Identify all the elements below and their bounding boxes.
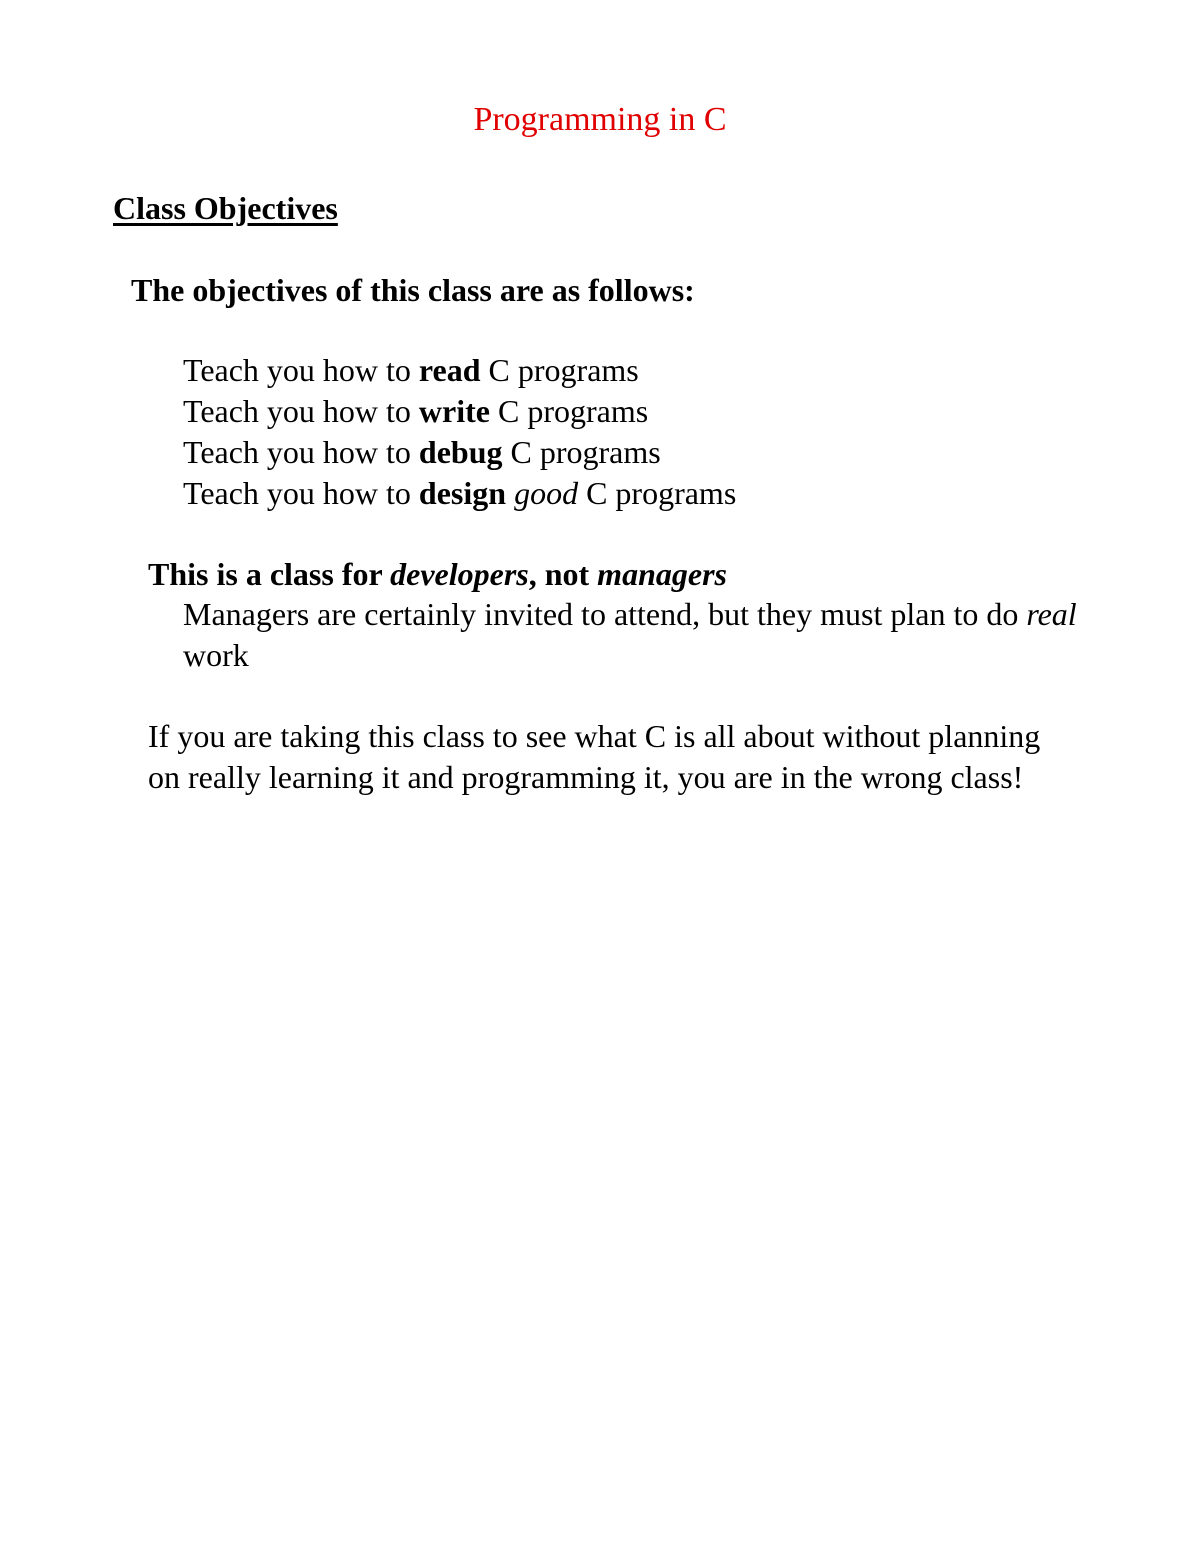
objective-text: Teach you how to — [183, 434, 419, 470]
objective-keyword: design — [418, 475, 507, 511]
document-title: Programming in C — [473, 101, 727, 138]
objective-keyword: debug — [418, 434, 503, 470]
objective-item — [183, 391, 736, 432]
objective-text: C programs — [480, 352, 639, 388]
objectives-list — [183, 350, 736, 514]
objective-keyword: write — [418, 393, 490, 429]
section-heading: Class Objectives — [113, 190, 338, 226]
audience-statement — [148, 554, 727, 594]
audience-text: , not — [528, 556, 598, 592]
warning-paragraph: If you are taking this class to see what C is all about without planning on really learning it and programming it, you are in the wrong class! — [148, 718, 1041, 795]
objective-text: Teach you how to — [183, 475, 419, 511]
objective-keyword: read — [418, 352, 481, 388]
objective-emphasis: good — [514, 475, 579, 511]
objective-text: Teach you how to — [183, 393, 419, 429]
objective-text: Teach you how to — [183, 352, 419, 388]
objective-item — [183, 350, 736, 391]
objective-text: C programs — [489, 393, 649, 429]
managers-note — [183, 594, 1083, 676]
managers-note-emphasis: real — [1026, 596, 1077, 632]
audience-emphasis: managers — [597, 556, 727, 592]
managers-note-text: work — [183, 637, 249, 673]
audience-text: This is a class for — [148, 556, 391, 592]
objective-text: C programs — [502, 434, 661, 470]
objective-text: C programs — [578, 475, 737, 511]
objective-item — [183, 473, 736, 514]
managers-note-text: Managers are certainly invited to attend, but they must plan to do — [183, 596, 1027, 632]
objective-item — [183, 432, 736, 473]
objectives-intro: The objectives of this class are as follows: — [131, 272, 695, 308]
audience-emphasis: developers — [390, 556, 529, 592]
